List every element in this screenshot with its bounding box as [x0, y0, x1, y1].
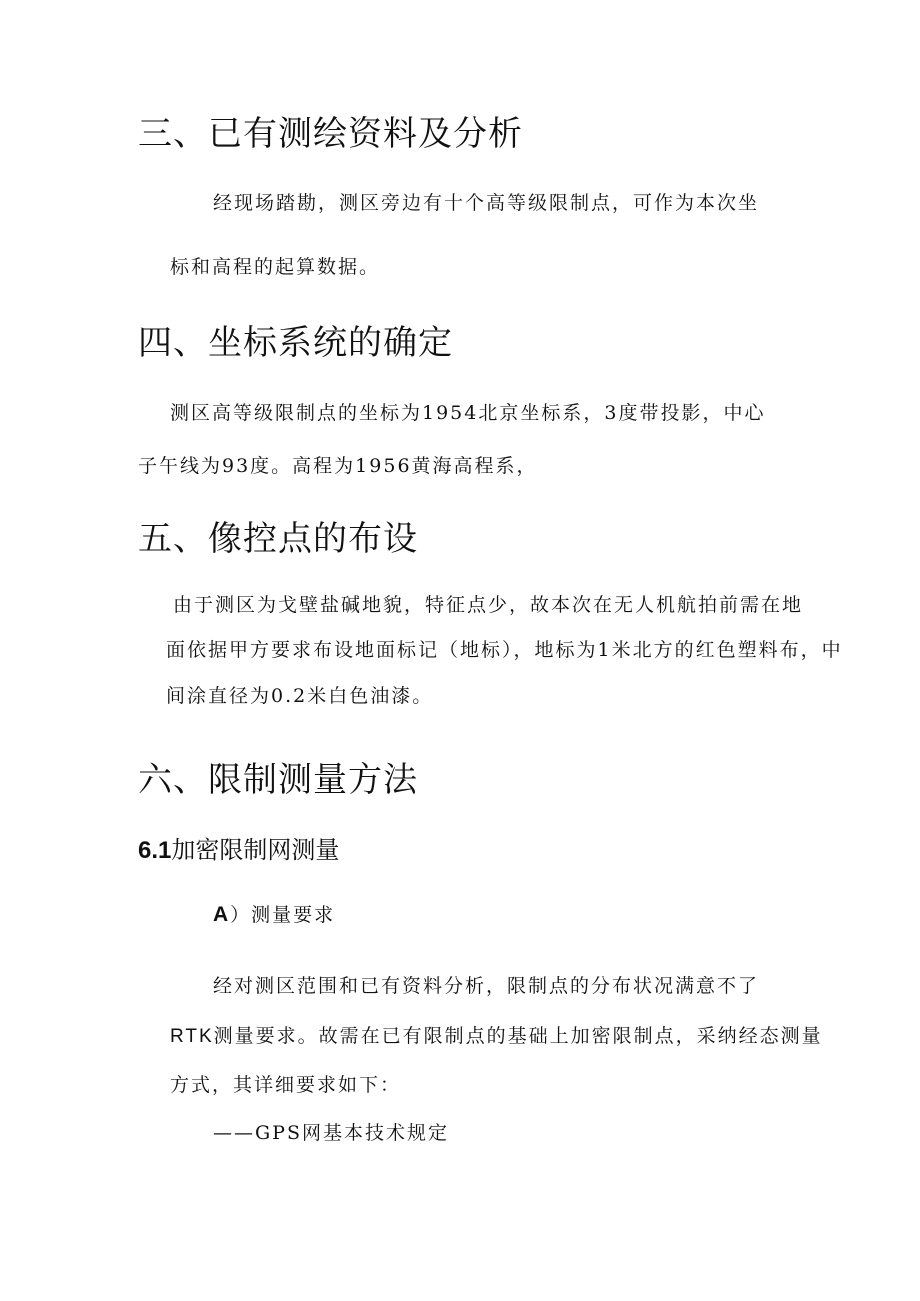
paragraph-line: 子午线为93度。高程为1956黄海高程系， — [138, 455, 538, 477]
subsection-number: 6.1 — [138, 837, 172, 864]
item-letter: A — [213, 903, 231, 926]
rtk-label: RTK — [170, 1026, 214, 1047]
paragraph-line: 方式，其详细要求如下： — [170, 1074, 402, 1096]
paragraph-line: 间涂直径为0.2米白色油漆。 — [166, 685, 434, 707]
section-heading-4: 四、坐标系统的确定 — [138, 323, 453, 363]
subsection-title: 加密限制网测量 — [171, 837, 340, 864]
item-title: ）测量要求 — [230, 904, 336, 926]
paragraph-line — [170, 1021, 823, 1048]
paragraph-line: 由于测区为戈壁盐碱地貌，特征点少，故本次在无人机航拍前需在地 — [173, 594, 804, 616]
item-heading — [213, 900, 335, 927]
paragraph-text: 测量要求。故需在已有限制点的基础上加密限制点，采纳经态测量 — [213, 1025, 823, 1047]
subsection-heading — [138, 830, 339, 865]
section-heading-3: 三、已有测绘资料及分析 — [138, 114, 523, 154]
paragraph-line: 标和高程的起算数据。 — [170, 256, 381, 278]
paragraph-line: 经对测区范围和已有资料分析，限制点的分布状况满意不了 — [213, 975, 760, 997]
paragraph-line: 经现场踏勘，测区旁边有十个高等级限制点，可作为本次坐 — [213, 192, 760, 214]
section-heading-5: 五、像控点的布设 — [138, 519, 418, 559]
section-heading-6: 六、限制测量方法 — [138, 760, 418, 800]
list-item: ——GPS网基本技术规定 — [213, 1122, 449, 1144]
paragraph-line: 面依据甲方要求布设地面标记（地标），地标为1米北方的红色塑料布，中 — [166, 639, 843, 661]
paragraph-line: 测区高等级限制点的坐标为1954北京坐标系，3度带投影，中心 — [170, 402, 766, 424]
